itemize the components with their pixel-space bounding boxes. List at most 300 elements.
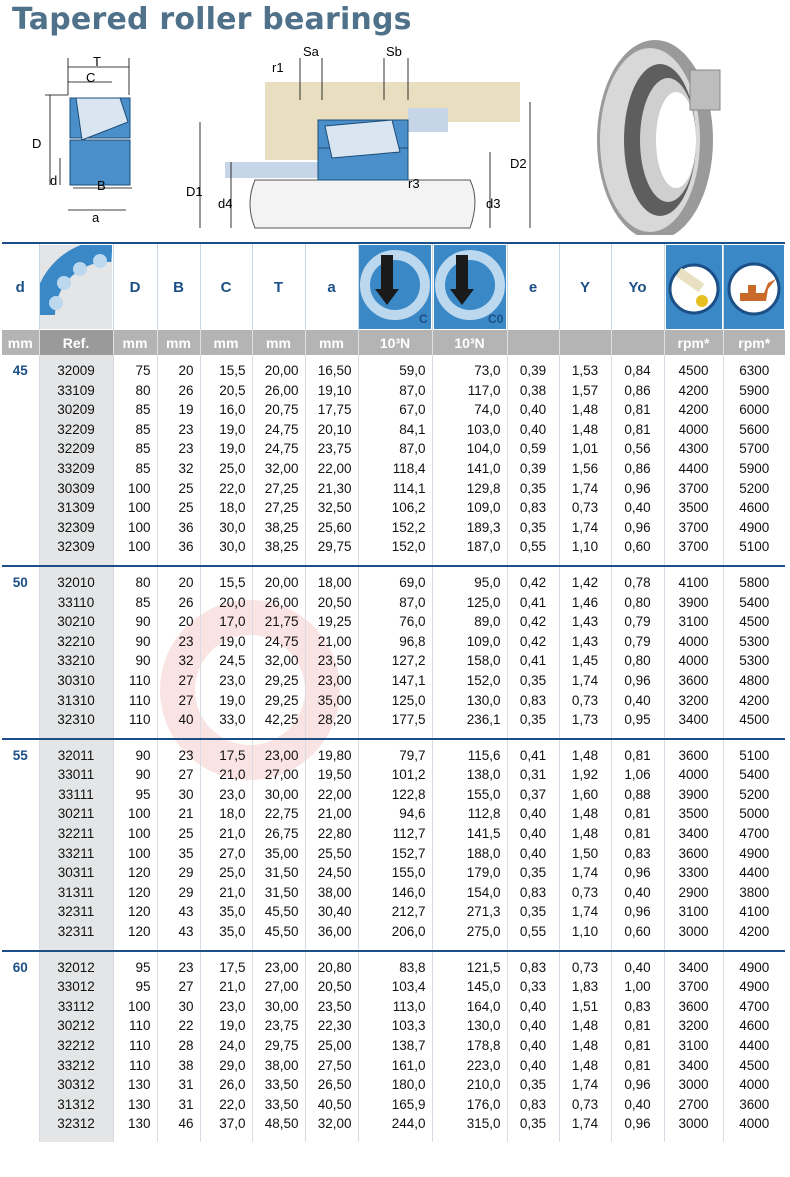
- value-cell: 176,0: [432, 1095, 507, 1115]
- value-cell: 42,25: [252, 710, 305, 739]
- value-cell: 5700: [723, 439, 785, 459]
- value-cell: 0,40: [507, 997, 559, 1017]
- value-cell: 0,96: [611, 479, 664, 499]
- value-cell: 20,00: [252, 355, 305, 381]
- table-row: [2, 765, 785, 785]
- value-cell: 0,83: [507, 951, 559, 978]
- table-row: [2, 997, 785, 1017]
- value-cell: 21,0: [200, 977, 252, 997]
- value-cell: 0,40: [507, 1036, 559, 1056]
- value-cell: 3000: [664, 1114, 723, 1142]
- value-cell: 141,0: [432, 459, 507, 479]
- value-cell: 0,84: [611, 355, 664, 381]
- table-row: [2, 518, 785, 538]
- value-cell: 109,0: [432, 498, 507, 518]
- value-cell: 32,50: [305, 498, 358, 518]
- value-cell: 3600: [664, 997, 723, 1017]
- ref-cell: 31309: [39, 498, 113, 518]
- table-row: [2, 479, 785, 499]
- value-cell: 20,0: [200, 593, 252, 613]
- value-cell: 0,55: [507, 922, 559, 951]
- value-cell: 3100: [664, 612, 723, 632]
- value-cell: 120: [113, 922, 157, 951]
- value-cell: 4500: [723, 612, 785, 632]
- value-cell: 125,0: [358, 691, 432, 711]
- ref-cell: 32309: [39, 537, 113, 566]
- value-cell: 19,0: [200, 632, 252, 652]
- value-cell: 69,0: [358, 566, 432, 593]
- ref-cell: 31311: [39, 883, 113, 903]
- value-cell: 3700: [664, 537, 723, 566]
- table-body: [2, 355, 785, 1142]
- value-cell: 25: [157, 498, 200, 518]
- value-cell: 4400: [664, 459, 723, 479]
- value-cell: 26,00: [252, 381, 305, 401]
- value-cell: 0,41: [507, 739, 559, 766]
- value-cell: 0,56: [611, 439, 664, 459]
- table-row: [2, 593, 785, 613]
- value-cell: 26,00: [252, 593, 305, 613]
- value-cell: 17,0: [200, 612, 252, 632]
- value-cell: 315,0: [432, 1114, 507, 1142]
- value-cell: 48,50: [252, 1114, 305, 1142]
- value-cell: 25: [157, 824, 200, 844]
- value-cell: 21,00: [305, 804, 358, 824]
- value-cell: 38: [157, 1056, 200, 1076]
- value-cell: 4900: [723, 844, 785, 864]
- value-cell: 36: [157, 518, 200, 538]
- value-cell: 23,00: [252, 739, 305, 766]
- value-cell: 4400: [723, 1036, 785, 1056]
- bore-diameter-cell: [2, 400, 39, 420]
- bore-diameter-cell: [2, 593, 39, 613]
- value-cell: 141,5: [432, 824, 507, 844]
- ref-cell: 30311: [39, 863, 113, 883]
- ref-cell: 32212: [39, 1036, 113, 1056]
- value-cell: 5100: [723, 537, 785, 566]
- value-cell: 0,60: [611, 537, 664, 566]
- value-cell: 1,45: [559, 651, 611, 671]
- value-cell: 236,1: [432, 710, 507, 739]
- table-row: [2, 883, 785, 903]
- value-cell: 113,0: [358, 997, 432, 1017]
- value-cell: 1,74: [559, 1075, 611, 1095]
- value-cell: 106,2: [358, 498, 432, 518]
- value-cell: 223,0: [432, 1056, 507, 1076]
- value-cell: 100: [113, 804, 157, 824]
- value-cell: 31: [157, 1075, 200, 1095]
- unit-d: mm: [2, 330, 39, 355]
- value-cell: 30,0: [200, 537, 252, 566]
- value-cell: 28: [157, 1036, 200, 1056]
- value-cell: 31,50: [252, 883, 305, 903]
- value-cell: 0,39: [507, 355, 559, 381]
- value-cell: 90: [113, 632, 157, 652]
- value-cell: 21,0: [200, 883, 252, 903]
- value-cell: 33,0: [200, 710, 252, 739]
- unit-C: mm: [200, 330, 252, 355]
- unit-B: mm: [157, 330, 200, 355]
- value-cell: 110: [113, 710, 157, 739]
- value-cell: 0,41: [507, 593, 559, 613]
- ref-cell: 32209: [39, 439, 113, 459]
- value-cell: 180,0: [358, 1075, 432, 1095]
- unit-dynamic-load: 10³N: [358, 330, 432, 355]
- ref-cell: 32211: [39, 824, 113, 844]
- value-cell: 100: [113, 844, 157, 864]
- col-static-load-header: [432, 243, 507, 330]
- value-cell: 275,0: [432, 922, 507, 951]
- value-cell: 0,79: [611, 632, 664, 652]
- value-cell: 17,75: [305, 400, 358, 420]
- value-cell: 21,0: [200, 765, 252, 785]
- bearing-table-container: [2, 242, 785, 1142]
- value-cell: 0,41: [507, 651, 559, 671]
- table-row: [2, 804, 785, 824]
- value-cell: 31,50: [252, 863, 305, 883]
- value-cell: 19,50: [305, 765, 358, 785]
- value-cell: 5100: [723, 739, 785, 766]
- value-cell: 26: [157, 593, 200, 613]
- value-cell: 0,88: [611, 785, 664, 805]
- value-cell: 16,50: [305, 355, 358, 381]
- value-cell: 178,8: [432, 1036, 507, 1056]
- value-cell: 155,0: [432, 785, 507, 805]
- value-cell: 147,1: [358, 671, 432, 691]
- value-cell: 4600: [723, 498, 785, 518]
- grease-speed-icon: [666, 245, 722, 329]
- value-cell: 40: [157, 710, 200, 739]
- bore-diameter-cell: [2, 922, 39, 951]
- bearing-drawings: [0, 40, 790, 235]
- value-cell: 20,75: [252, 400, 305, 420]
- value-cell: 1,43: [559, 612, 611, 632]
- value-cell: 27,25: [252, 479, 305, 499]
- value-cell: 35: [157, 844, 200, 864]
- value-cell: 164,0: [432, 997, 507, 1017]
- value-cell: 1,92: [559, 765, 611, 785]
- table-row: [2, 922, 785, 951]
- value-cell: 5800: [723, 566, 785, 593]
- ref-cell: 33012: [39, 977, 113, 997]
- table-row: [2, 1036, 785, 1056]
- value-cell: 4000: [664, 632, 723, 652]
- value-cell: 130,0: [432, 691, 507, 711]
- table-row: [2, 1016, 785, 1036]
- value-cell: 19,25: [305, 612, 358, 632]
- value-cell: 20,00: [252, 566, 305, 593]
- value-cell: 4800: [723, 671, 785, 691]
- value-cell: 19,80: [305, 739, 358, 766]
- dim-D2-label: D2: [510, 156, 527, 171]
- table-row: [2, 1075, 785, 1095]
- value-cell: 32,00: [252, 459, 305, 479]
- value-cell: 206,0: [358, 922, 432, 951]
- value-cell: 59,0: [358, 355, 432, 381]
- value-cell: 0,42: [507, 566, 559, 593]
- value-cell: 74,0: [432, 400, 507, 420]
- value-cell: 1,50: [559, 844, 611, 864]
- value-cell: 25,0: [200, 459, 252, 479]
- value-cell: 114,1: [358, 479, 432, 499]
- col-D-header: D: [113, 243, 157, 330]
- value-cell: 23,0: [200, 997, 252, 1017]
- value-cell: 15,5: [200, 566, 252, 593]
- value-cell: 25,0: [200, 863, 252, 883]
- col-C-header: C: [200, 243, 252, 330]
- table-row: [2, 612, 785, 632]
- value-cell: 4600: [723, 1016, 785, 1036]
- col-d-header: d: [2, 243, 39, 330]
- value-cell: 152,7: [358, 844, 432, 864]
- value-cell: 6000: [723, 400, 785, 420]
- dim-D1-label: D1: [186, 184, 203, 199]
- value-cell: 5300: [723, 651, 785, 671]
- value-cell: 127,2: [358, 651, 432, 671]
- value-cell: 3600: [664, 739, 723, 766]
- unit-T: mm: [252, 330, 305, 355]
- table-row: [2, 651, 785, 671]
- table-row: [2, 844, 785, 864]
- value-cell: 76,0: [358, 612, 432, 632]
- value-cell: 0,79: [611, 612, 664, 632]
- unit-grease-speed: rpm*: [664, 330, 723, 355]
- value-cell: 18,0: [200, 498, 252, 518]
- value-cell: 29,25: [252, 671, 305, 691]
- value-cell: 0,83: [611, 997, 664, 1017]
- value-cell: 0,95: [611, 710, 664, 739]
- table-row: [2, 381, 785, 401]
- value-cell: 3600: [664, 844, 723, 864]
- value-cell: 19,0: [200, 420, 252, 440]
- value-cell: 4200: [723, 691, 785, 711]
- value-cell: 90: [113, 651, 157, 671]
- value-cell: 84,1: [358, 420, 432, 440]
- value-cell: 19: [157, 400, 200, 420]
- column-header-row: [2, 243, 785, 330]
- value-cell: 1,56: [559, 459, 611, 479]
- table-row: [2, 1095, 785, 1115]
- value-cell: 1,46: [559, 593, 611, 613]
- value-cell: 90: [113, 739, 157, 766]
- static-load-label: C0: [487, 312, 503, 326]
- value-cell: 0,40: [507, 824, 559, 844]
- value-cell: 5200: [723, 785, 785, 805]
- value-cell: 27: [157, 671, 200, 691]
- value-cell: 1,48: [559, 804, 611, 824]
- value-cell: 31: [157, 1095, 200, 1115]
- value-cell: 2900: [664, 883, 723, 903]
- value-cell: 29,25: [252, 691, 305, 711]
- ref-cell: 33011: [39, 765, 113, 785]
- dim-d-label: d: [50, 173, 58, 188]
- value-cell: 146,0: [358, 883, 432, 903]
- value-cell: 0,40: [507, 1016, 559, 1036]
- value-cell: 22,00: [305, 785, 358, 805]
- ref-cell: 32311: [39, 922, 113, 951]
- value-cell: 23,00: [252, 951, 305, 978]
- value-cell: 103,3: [358, 1016, 432, 1036]
- value-cell: 2700: [664, 1095, 723, 1115]
- bore-diameter-cell: [2, 844, 39, 864]
- value-cell: 18,00: [305, 566, 358, 593]
- value-cell: 0,40: [507, 804, 559, 824]
- value-cell: 25,60: [305, 518, 358, 538]
- bore-diameter-cell: [2, 1075, 39, 1095]
- ref-cell: 32011: [39, 739, 113, 766]
- value-cell: 27,25: [252, 498, 305, 518]
- value-cell: 20,5: [200, 381, 252, 401]
- value-cell: 33,50: [252, 1075, 305, 1095]
- value-cell: 3400: [664, 710, 723, 739]
- ref-cell: 32012: [39, 951, 113, 978]
- value-cell: 4900: [723, 977, 785, 997]
- value-cell: 0,96: [611, 518, 664, 538]
- value-cell: 121,5: [432, 951, 507, 978]
- value-cell: 179,0: [432, 863, 507, 883]
- value-cell: 5900: [723, 459, 785, 479]
- value-cell: 117,0: [432, 381, 507, 401]
- bore-diameter-cell: [2, 824, 39, 844]
- col-dynamic-load-header: [358, 243, 432, 330]
- unit-header-row: [2, 330, 785, 355]
- value-cell: 1,48: [559, 1036, 611, 1056]
- value-cell: 25: [157, 479, 200, 499]
- value-cell: 0,81: [611, 804, 664, 824]
- value-cell: 35,0: [200, 902, 252, 922]
- value-cell: 22,75: [252, 804, 305, 824]
- value-cell: 1,48: [559, 1016, 611, 1036]
- ref-cell: 30310: [39, 671, 113, 691]
- value-cell: 0,35: [507, 671, 559, 691]
- value-cell: 0,81: [611, 739, 664, 766]
- value-cell: 96,8: [358, 632, 432, 652]
- value-cell: 5400: [723, 593, 785, 613]
- bore-diameter-cell: [2, 710, 39, 739]
- value-cell: 38,25: [252, 537, 305, 566]
- ref-cell: 30209: [39, 400, 113, 420]
- value-cell: 1,51: [559, 997, 611, 1017]
- value-cell: 85: [113, 400, 157, 420]
- dim-Sb-label: Sb: [386, 44, 402, 59]
- value-cell: 161,0: [358, 1056, 432, 1076]
- value-cell: 95: [113, 785, 157, 805]
- value-cell: 1,74: [559, 479, 611, 499]
- value-cell: 43: [157, 902, 200, 922]
- table-row: [2, 785, 785, 805]
- value-cell: 4700: [723, 824, 785, 844]
- ref-cell: 32209: [39, 420, 113, 440]
- dim-C-label: C: [86, 70, 96, 85]
- value-cell: 87,0: [358, 593, 432, 613]
- value-cell: 3400: [664, 951, 723, 978]
- value-cell: 0,73: [559, 951, 611, 978]
- value-cell: 1,57: [559, 381, 611, 401]
- value-cell: 129,8: [432, 479, 507, 499]
- value-cell: 27,50: [305, 1056, 358, 1076]
- value-cell: 3400: [664, 1056, 723, 1076]
- value-cell: 24,75: [252, 439, 305, 459]
- value-cell: 155,0: [358, 863, 432, 883]
- value-cell: 130: [113, 1095, 157, 1115]
- value-cell: 23: [157, 632, 200, 652]
- value-cell: 32: [157, 651, 200, 671]
- value-cell: 20,80: [305, 951, 358, 978]
- value-cell: 46: [157, 1114, 200, 1142]
- bore-diameter-cell: [2, 1016, 39, 1036]
- value-cell: 110: [113, 1016, 157, 1036]
- ref-cell: 33109: [39, 381, 113, 401]
- value-cell: 1,10: [559, 537, 611, 566]
- ref-cell: 33111: [39, 785, 113, 805]
- static-load-icon: [434, 245, 506, 329]
- value-cell: 23: [157, 739, 200, 766]
- value-cell: 1,48: [559, 420, 611, 440]
- ref-cell: 33110: [39, 593, 113, 613]
- table-row: [2, 691, 785, 711]
- value-cell: 23,50: [305, 997, 358, 1017]
- value-cell: 158,0: [432, 651, 507, 671]
- bore-diameter-cell: [2, 1056, 39, 1076]
- value-cell: 0,86: [611, 459, 664, 479]
- value-cell: 0,35: [507, 1114, 559, 1142]
- unit-ref: Ref.: [39, 330, 113, 355]
- value-cell: 0,40: [611, 691, 664, 711]
- dim-d4-label: d4: [218, 196, 233, 211]
- col-e-header: e: [507, 243, 559, 330]
- value-cell: 100: [113, 479, 157, 499]
- value-cell: 3100: [664, 1036, 723, 1056]
- value-cell: 24,0: [200, 1036, 252, 1056]
- value-cell: 0,35: [507, 902, 559, 922]
- value-cell: 125,0: [432, 593, 507, 613]
- bearing-cross-section-diagram: [32, 54, 132, 225]
- value-cell: 4300: [664, 439, 723, 459]
- bore-diameter-cell: [2, 997, 39, 1017]
- value-cell: 19,10: [305, 381, 358, 401]
- value-cell: 3100: [664, 902, 723, 922]
- value-cell: 95,0: [432, 566, 507, 593]
- value-cell: 0,73: [559, 1095, 611, 1115]
- value-cell: 85: [113, 420, 157, 440]
- bore-diameter-cell: [2, 518, 39, 538]
- oil-speed-icon: [724, 245, 784, 329]
- table-row: [2, 420, 785, 440]
- value-cell: 3200: [664, 691, 723, 711]
- table-row: [2, 671, 785, 691]
- unit-a: mm: [305, 330, 358, 355]
- value-cell: 0,81: [611, 1036, 664, 1056]
- bearing-ref-icon: [40, 245, 112, 329]
- bore-diameter-cell: [2, 498, 39, 518]
- table-row: [2, 355, 785, 381]
- value-cell: 177,5: [358, 710, 432, 739]
- value-cell: 1,10: [559, 922, 611, 951]
- value-cell: 35,00: [305, 691, 358, 711]
- value-cell: 3700: [664, 977, 723, 997]
- value-cell: 29,75: [252, 1036, 305, 1056]
- dim-r1-label: r1: [272, 60, 284, 75]
- value-cell: 1,74: [559, 671, 611, 691]
- value-cell: 67,0: [358, 400, 432, 420]
- value-cell: 80: [113, 566, 157, 593]
- value-cell: 130: [113, 1114, 157, 1142]
- ref-cell: 33212: [39, 1056, 113, 1076]
- ref-cell: 32311: [39, 902, 113, 922]
- table-row: [2, 902, 785, 922]
- value-cell: 17,5: [200, 739, 252, 766]
- value-cell: 36,00: [305, 922, 358, 951]
